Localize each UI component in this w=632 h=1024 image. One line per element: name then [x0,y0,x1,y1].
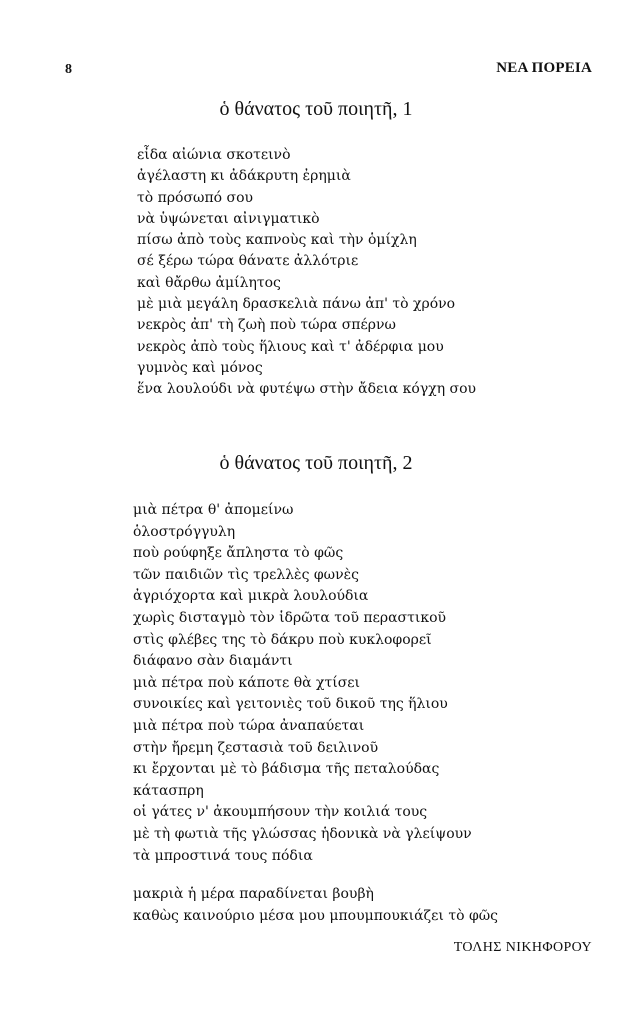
poem-line: τὸ πρόσωπό σου [137,189,254,206]
poem-line: διάφανο σὰν διαμάντι [133,653,293,670]
poem-line: μακριὰ ἡ μέρα παραδίνεται βουβὴ [133,886,374,902]
poem-line: κάτασπρη [133,782,204,799]
poem-line: ἀγριόχορτα καὶ μικρὰ λουλούδια [133,588,369,605]
poem-line: εἶδα αἰώνια σκοτεινὸ [137,147,291,163]
poem-line: ὁλοστρόγγυλη [133,523,236,540]
author-signature: ΤΟΛΗΣ ΝΙΚΗΦΟΡΟΥ [453,940,592,955]
poem-line: καὶ θἄρθω ἀμίλητος [137,274,281,291]
poem-line: οἱ γάτες ν' ἀκουμπήσουν τὴν κοιλιά τους [133,804,428,821]
poem-line: ἀγέλαστη κι ἀδάκρυτη ἐρημιὰ [137,168,351,185]
poem-line: κι ἔρχονται μὲ τὸ βάδισμα τῆς πεταλούδας [133,761,440,778]
poem-1-stanza [137,145,476,401]
poem-line: τῶν παιδιῶν τὶς τρελλὲς φωνὲς [133,566,359,583]
poem-line: μιὰ πέτρα ποὺ κάποτε θὰ χτίσει [133,674,361,691]
poem-2-final-stanza [133,884,498,927]
poem-line: μὲ τὴ φωτιὰ τῆς γλώσσας ἡδονικὰ νὰ γλείψουν [133,825,472,842]
poem-line: στὶς φλέβες της τὸ δάκρυ ποὺ κυκλοφορεῖ [133,631,432,648]
poem-line: σέ ξέρω τώρα θάνατε ἀλλότριε [137,253,359,270]
poem-line: καθὼς καινούριο μέσα μου μπουμπουκιάζει τὸ φῶς [133,907,499,924]
poem-line: χωρὶς δισταγμὸ τὸν ἱδρῶτα τοῦ περαστικοῦ [133,609,447,626]
poem-line: νεκρὸς ἀπ' τὴ ζωὴ ποὺ τώρα σπέρνω [137,317,396,334]
poem-line: συνοικίες καὶ γειτονιὲς τοῦ δικοῦ της ἥλιου [133,696,448,713]
poem-line: νὰ ὑψώνεται αἰνιγματικὸ [137,210,320,227]
poem-line: ποὺ ρούφηξε ἄπληστα τὸ φῶς [133,545,344,562]
poem-1-title: ὁ θάνατος τοῦ ποιητῆ, 1 [219,98,413,120]
page-number: 8 [65,62,72,77]
poem-2-title: ὁ θάνατος τοῦ ποιητῆ, 2 [219,452,413,474]
journal-title: ΝΕΑ ΠΟΡΕΙΑ [496,60,592,76]
poem-line: τὰ μπροστινά τους πόδια [133,847,313,864]
poem-line: μιὰ πέτρα θ' ἀπομείνω [133,502,294,518]
poem-line: πίσω ἀπὸ τοὺς καπνοὺς καὶ τὴν ὁμίχλη [137,232,417,249]
poem-line: στὴν ἤρεμη ζεστασιὰ τοῦ δειλινοῦ [133,739,379,756]
poem-2-stanza [133,500,472,867]
poem-line: μὲ μιὰ μεγάλη δρασκελιὰ πάνω ἀπ' τὸ χρόνο [137,296,456,313]
poem-line: γυμνὸς καὶ μόνος [137,359,263,376]
poem-line: νεκρὸς ἀπὸ τοὺς ἥλιους καὶ τ' ἀδέρφια μου [137,338,444,355]
poem-line: ἕνα λουλούδι νὰ φυτέψω στὴν ἄδεια κόγχη σου [137,381,477,398]
poem-line: μιὰ πέτρα ποὺ τώρα ἀναπαύεται [133,717,365,734]
